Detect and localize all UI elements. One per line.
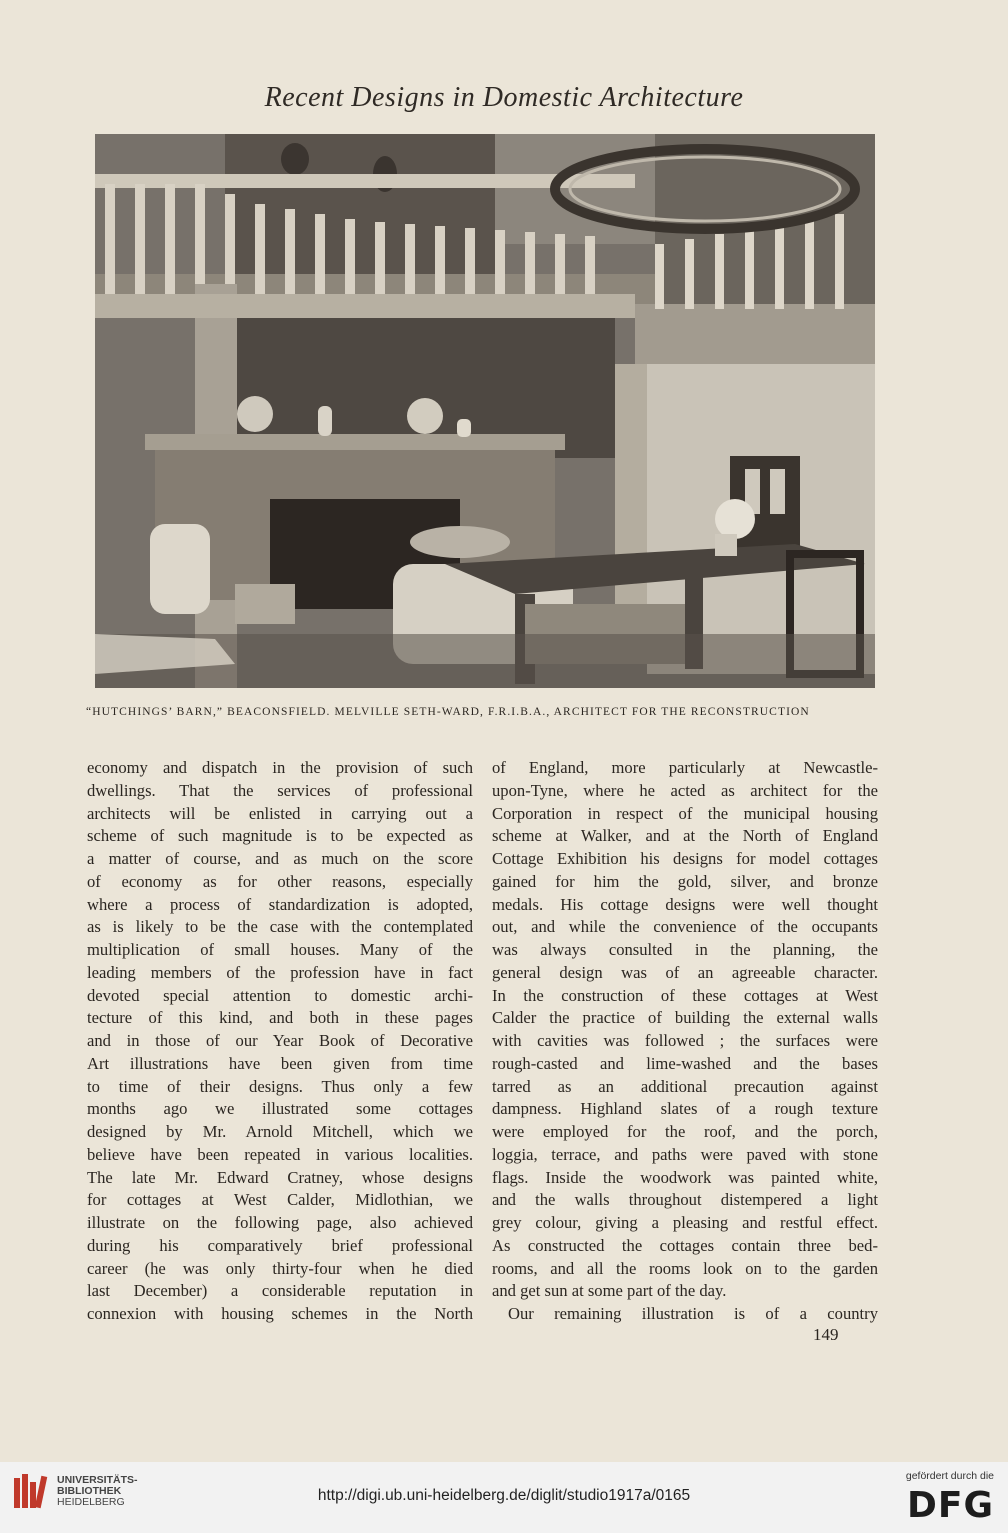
text-line: flags. Inside the woodwork was painted white,: [492, 1167, 878, 1187]
text-line: Our remaining illustration is of a country: [508, 1304, 878, 1323]
text-line: Calder the practice of building the external walls: [492, 1008, 878, 1028]
right-column: [492, 757, 878, 1326]
text-line: months ago we illustrated some cottages: [87, 1099, 473, 1119]
text-line: and in those of our Year Book of Decorative: [87, 1031, 473, 1050]
photo-illustration: [95, 134, 875, 688]
text-line: out, and while the convenience of the occupants: [492, 917, 878, 937]
text-line: tarred as an additional precaution against: [492, 1076, 878, 1096]
text-line: medals. His cottage designs were well thought: [492, 894, 878, 914]
library-line-2: BIBLIOTHEK: [57, 1485, 122, 1497]
text-line: as is likely to be the case with the contemplated: [87, 917, 473, 937]
text-line: of economy as for other reasons, especially: [87, 871, 473, 891]
text-line: rough-casted and lime-washed and the bases: [492, 1053, 878, 1073]
text-line: architects will be enlisted in carrying out a: [87, 803, 473, 823]
text-line: a matter of course, and as much on the score: [87, 849, 473, 868]
text-line: multiplication of small houses. Many of the: [87, 940, 473, 959]
funded-by-label: gefördert durch die: [905, 1470, 994, 1482]
text-line: gained for him the gold, silver, and bronze: [492, 871, 878, 891]
text-line: career (he was only thirty-four when he died: [87, 1258, 473, 1278]
text-line: upon-Tyne, where he acted as architect for the: [492, 780, 878, 800]
text-line: As constructed the cottages contain three bed-: [492, 1235, 878, 1255]
library-line-3: HEIDELBERG: [57, 1496, 125, 1508]
text-line: where a process of standardization is adopted,: [87, 894, 473, 914]
text-line: during his comparatively brief professional: [87, 1235, 473, 1255]
text-line: scheme at Walker, and at the North of England: [492, 826, 878, 846]
left-column: [87, 757, 473, 1326]
text-line: with cavities was followed ; the surfaces were: [492, 1031, 878, 1050]
interior-photograph: [95, 134, 875, 688]
text-line: economy and dispatch in the provision of such: [87, 758, 473, 777]
text-line: and get sun at some part of the day.: [492, 1281, 727, 1301]
text-line: last December) a considerable reputation in: [87, 1281, 473, 1301]
text-line: tecture of this kind, and both in these pages: [87, 1008, 473, 1028]
figure-caption: “HUTCHINGS’ BARN,” BEACONSFIELD. MELVILLE SETH-WARD, F.R.I.B.A., ARCHITECT FOR THE RECONSTRUCTION: [86, 706, 810, 718]
text-line: were employed for the roof, and the porch,: [492, 1122, 878, 1141]
text-line: grey colour, giving a pleasing and restful effect.: [492, 1213, 878, 1232]
text-line: Cottage Exhibition his designs for model cottages: [492, 849, 878, 868]
text-line: In the construction of these cottages at West: [492, 985, 878, 1005]
dfg-logo[interactable]: DFG: [906, 1485, 994, 1526]
text-line: and the walls throughout distempered a light: [492, 1190, 878, 1210]
text-line: was always consulted in the planning, the: [492, 940, 878, 959]
text-line: Corporation in respect of the municipal housing: [492, 803, 878, 823]
text-line: illustrate on the following page, also achieved: [87, 1213, 473, 1232]
library-line-1: UNIVERSITÄTS-: [57, 1474, 138, 1486]
text-line: for cottages at West Calder, Midlothian, we: [87, 1190, 473, 1210]
text-line: The late Mr. Edward Cratney, whose designs: [87, 1167, 473, 1187]
text-line: connexion with housing schemes in the North: [87, 1304, 473, 1323]
text-line: of England, more particularly at Newcastle-: [492, 758, 878, 777]
text-line: designed by Mr. Arnold Mitchell, which we: [87, 1122, 473, 1141]
text-line: Art illustrations have been given from time: [87, 1053, 473, 1073]
text-line: scheme of such magnitude is to be expected as: [87, 826, 473, 846]
text-line: loggia, terrace, and paths were paved with stone: [492, 1144, 878, 1164]
viewer-footer: [0, 1462, 1008, 1533]
text-line: dampness. Highland slates of a rough texture: [492, 1099, 878, 1119]
text-line: rooms, and all the rooms look on to the garden: [492, 1258, 878, 1278]
permalink-url[interactable]: http://digi.ub.uni-heidelberg.de/diglit/studio1917a/0165: [317, 1487, 691, 1504]
text-line: devoted special attention to domestic archi-: [87, 985, 473, 1005]
text-line: believe have been repeated in various localities.: [87, 1144, 473, 1164]
text-line: dwellings. That the services of professional: [87, 780, 473, 800]
text-line: to time of their designs. Thus only a few: [87, 1076, 473, 1096]
page-number: 149: [813, 1325, 839, 1344]
text-line: general design was of an agreeable character.: [492, 962, 878, 982]
running-head: Recent Designs in Domestic Architecture: [264, 82, 744, 113]
text-line: leading members of the profession have in fact: [87, 962, 473, 982]
